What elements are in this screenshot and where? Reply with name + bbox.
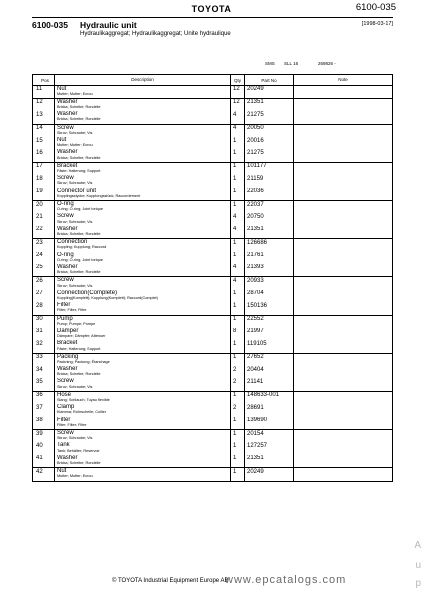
table-row — [33, 98, 393, 111]
part-number-cell: 20933 — [245, 277, 294, 290]
part-translations: Kopplingsstycke; Kupplungsstück; Raccordement — [57, 193, 141, 198]
note-cell — [294, 111, 393, 124]
description-cell — [55, 404, 231, 416]
pos-cell: 38 — [33, 417, 55, 430]
part-translations: Skruv; Schraube; Vis — [57, 436, 93, 441]
qty-cell: 1 — [231, 239, 245, 252]
description-cell — [55, 137, 231, 149]
part-number-cell: 20016 — [245, 137, 294, 149]
part-name: Nut — [57, 85, 67, 92]
note-cell — [294, 442, 393, 454]
table-row — [33, 277, 393, 290]
pos-cell: 42 — [33, 468, 55, 481]
part-name: Packing — [57, 353, 79, 360]
description-cell — [55, 302, 231, 315]
part-number-cell: 20154 — [245, 430, 294, 443]
note-cell — [294, 175, 393, 187]
part-number-cell: 20050 — [245, 124, 294, 137]
description-cell — [55, 353, 231, 366]
description-cell — [55, 124, 231, 137]
description-cell — [55, 264, 231, 277]
note-cell — [294, 468, 393, 481]
part-number-cell: 127257 — [245, 442, 294, 454]
part-number-cell: 126686 — [245, 239, 294, 252]
description-cell — [55, 328, 231, 340]
qty-cell: 2 — [231, 366, 245, 378]
part-name: Washer — [57, 225, 78, 232]
part-translations: Dämpare; Dämpfer; Atténuer — [57, 334, 106, 339]
note-cell — [294, 98, 393, 111]
part-number-cell: 20750 — [245, 213, 294, 225]
table-row — [33, 213, 393, 225]
col-part-header: Part No — [245, 75, 294, 86]
edge-mark: u — [415, 560, 421, 571]
part-name: Tank — [57, 442, 70, 449]
part-number-cell: 22036 — [245, 188, 294, 201]
qty-cell: 1 — [231, 149, 245, 162]
table-row — [33, 111, 393, 124]
table-row — [33, 417, 393, 430]
footer-copyright: © TOYOTA Industrial Equipment Europe AB — [112, 578, 229, 584]
part-number-cell: 21275 — [245, 149, 294, 162]
part-name: O-ring — [57, 251, 74, 258]
description-cell — [55, 213, 231, 225]
part-translations: Koppling(Komplett); Kupplung(Komplett); Raccord(Complet) — [57, 295, 158, 300]
note-cell — [294, 455, 393, 468]
table-row — [33, 302, 393, 315]
qty-cell: 8 — [231, 328, 245, 340]
part-translations: Skruv; Schraube; Vis — [57, 384, 93, 389]
qty-cell: 1 — [231, 353, 245, 366]
table-row — [33, 149, 393, 162]
part-name: Screw — [57, 277, 74, 284]
part-number-cell: 119105 — [245, 340, 294, 353]
description-cell — [55, 315, 231, 328]
note-cell — [294, 277, 393, 290]
part-translations: Slang; Schlauch; Tuyau flexible — [57, 398, 110, 403]
qty-cell: 1 — [231, 430, 245, 443]
part-name: Hose — [57, 391, 72, 398]
qty-cell: 1 — [231, 417, 245, 430]
qty-cell: 2 — [231, 404, 245, 416]
note-cell — [294, 430, 393, 443]
part-name: Washer — [57, 263, 78, 270]
part-translations: Koppling; Kupplung; Raccord — [57, 245, 107, 250]
part-number-cell: 21393 — [245, 264, 294, 277]
pos-cell: 28 — [33, 302, 55, 315]
note-cell — [294, 124, 393, 137]
table-row — [33, 442, 393, 454]
part-translations: Mutter; Mutter; Ecrou — [57, 474, 93, 479]
qty-cell: 1 — [231, 340, 245, 353]
pos-cell: 15 — [33, 137, 55, 149]
part-translations: Mutter; Mutter; Ecrou — [57, 143, 93, 148]
description-cell — [55, 290, 231, 302]
note-cell — [294, 188, 393, 201]
description-cell — [55, 340, 231, 353]
part-translations: Skruv; Schraube; Vis — [57, 130, 93, 135]
pos-cell: 20 — [33, 201, 55, 214]
table-row — [33, 124, 393, 137]
part-name: Screw — [57, 124, 74, 131]
part-name: Bracket — [57, 162, 78, 169]
qty-cell: 1 — [231, 252, 245, 264]
table-row — [33, 226, 393, 239]
note-cell — [294, 252, 393, 264]
document-number: 6100-035 — [355, 2, 396, 13]
part-translations: Bricka; Scheibe; Rondelle — [57, 270, 101, 275]
qty-cell: 1 — [231, 162, 245, 175]
qty-cell: 1 — [231, 468, 245, 481]
part-name: Washer — [57, 98, 78, 105]
note-cell — [294, 391, 393, 404]
part-name: Damper — [57, 327, 79, 334]
qty-cell: 1 — [231, 290, 245, 302]
table-row — [33, 315, 393, 328]
col-note-header: Note — [294, 75, 393, 86]
qty-cell: 12 — [231, 85, 245, 98]
qty-cell: 4 — [231, 124, 245, 137]
document-date: [1998-03-17] — [361, 21, 393, 27]
pos-cell: 26 — [33, 277, 55, 290]
qty-cell: 1 — [231, 175, 245, 187]
pos-cell: 30 — [33, 315, 55, 328]
group-translations: Hydraulikaggregat; Hydraulikaggregat; Unite hydraulique — [80, 31, 231, 37]
part-translations: Klamma; Rohrschelle; Collier — [57, 410, 106, 415]
note-cell — [294, 149, 393, 162]
part-number-cell: 27652 — [245, 353, 294, 366]
brand-name: TOYOTA — [191, 4, 232, 14]
watermark: www.epcatalogs.com — [225, 574, 347, 586]
part-name: O-ring — [57, 201, 74, 208]
part-name: Filter — [57, 302, 71, 309]
part-name: Screw — [57, 175, 74, 182]
pos-cell: 19 — [33, 188, 55, 201]
qty-cell: 4 — [231, 226, 245, 239]
table-row — [33, 137, 393, 149]
serial-model: SLL 16 — [284, 61, 299, 66]
note-cell — [294, 378, 393, 391]
part-name: Nut — [57, 468, 67, 475]
part-translations: Bricka; Scheibe; Rondelle — [57, 232, 101, 236]
description-cell — [55, 277, 231, 290]
pos-cell: 16 — [33, 149, 55, 162]
qty-cell: 4 — [231, 111, 245, 124]
qty-cell: 1 — [231, 137, 245, 149]
description-cell — [55, 378, 231, 391]
note-cell — [294, 201, 393, 214]
note-cell — [294, 404, 393, 416]
part-translations: Fäste; Halterung; Support — [57, 169, 101, 174]
header-rule — [32, 17, 393, 18]
qty-cell: 1 — [231, 302, 245, 315]
description-cell — [55, 252, 231, 264]
note-cell — [294, 137, 393, 149]
description-cell — [55, 98, 231, 111]
part-name: Washer — [57, 366, 78, 373]
part-translations: Bricka; Scheibe; Rondelle — [57, 155, 101, 160]
part-name: Washer — [57, 454, 78, 461]
pos-cell: 25 — [33, 264, 55, 277]
part-number-cell: 22037 — [245, 201, 294, 214]
part-name: Connection(Complete) — [57, 289, 118, 296]
part-name: Washer — [57, 149, 78, 156]
note-cell — [294, 162, 393, 175]
part-name: Nut — [57, 137, 67, 144]
table-row — [33, 264, 393, 277]
part-name: Screw — [57, 213, 74, 220]
pos-cell: 23 — [33, 239, 55, 252]
note-cell — [294, 302, 393, 315]
part-name: Connector unit — [57, 187, 97, 194]
table-row — [33, 366, 393, 378]
pos-cell: 14 — [33, 124, 55, 137]
part-number-cell: 21351 — [245, 98, 294, 111]
part-translations: Bricka; Scheibe; Rondelle — [57, 372, 101, 377]
pos-cell: 18 — [33, 175, 55, 187]
note-cell — [294, 226, 393, 239]
table-row — [33, 468, 393, 481]
qty-cell: 1 — [231, 201, 245, 214]
note-cell — [294, 366, 393, 378]
qty-cell: 4 — [231, 264, 245, 277]
part-number-cell: 150136 — [245, 302, 294, 315]
description-cell — [55, 162, 231, 175]
description-cell — [55, 366, 231, 378]
part-translations: Mutter; Mutter; Ecrou — [57, 91, 93, 96]
note-cell — [294, 315, 393, 328]
part-translations: Tank; Behälter; Reservoir — [57, 448, 100, 453]
table-row — [33, 290, 393, 302]
part-translations: Pump; Pumpe; Pompe — [57, 321, 96, 326]
col-qty-header: Qty — [231, 75, 245, 86]
note-cell — [294, 328, 393, 340]
pos-cell: 31 — [33, 328, 55, 340]
col-description-header: Description — [55, 75, 231, 86]
note-cell — [294, 340, 393, 353]
pos-cell: 39 — [33, 430, 55, 443]
pos-cell: 32 — [33, 340, 55, 353]
part-number-cell: 148633-001 — [245, 391, 294, 404]
qty-cell: 12 — [231, 98, 245, 111]
note-cell — [294, 213, 393, 225]
table-row — [33, 201, 393, 214]
pos-cell: 33 — [33, 353, 55, 366]
qty-cell: 4 — [231, 213, 245, 225]
serial-prefix: SMS — [265, 61, 275, 66]
description-cell — [55, 430, 231, 443]
col-pos-header: Pos — [33, 75, 55, 86]
part-number-cell: 28704 — [245, 290, 294, 302]
description-cell — [55, 442, 231, 454]
table-row — [33, 340, 393, 353]
part-translations: Fäste; Halterung; Support — [57, 346, 101, 351]
part-translations: Filter; Filter; Filtre — [57, 422, 87, 427]
part-translations: Skruv; Schraube; Vis — [57, 219, 93, 224]
part-number-cell: 101177 — [245, 162, 294, 175]
description-cell — [55, 201, 231, 214]
pos-cell: 13 — [33, 111, 55, 124]
part-number-cell: 21997 — [245, 328, 294, 340]
description-cell — [55, 226, 231, 239]
table-row — [33, 378, 393, 391]
pos-cell: 12 — [33, 98, 55, 111]
qty-cell: 1 — [231, 188, 245, 201]
parts-table-body — [33, 85, 393, 481]
qty-cell: 1 — [231, 315, 245, 328]
part-translations: Bricka; Scheibe; Rondelle — [57, 117, 101, 122]
part-number-cell: 20249 — [245, 85, 294, 98]
part-name: Clamp — [57, 404, 75, 411]
description-cell — [55, 391, 231, 404]
description-cell — [55, 111, 231, 124]
note-cell — [294, 239, 393, 252]
description-cell — [55, 85, 231, 98]
note-cell — [294, 417, 393, 430]
pos-cell: 36 — [33, 391, 55, 404]
part-name: Screw — [57, 430, 74, 437]
part-number-cell: 21275 — [245, 111, 294, 124]
table-row — [33, 239, 393, 252]
table-row — [33, 162, 393, 175]
description-cell — [55, 175, 231, 187]
table-row — [33, 430, 393, 443]
table-row — [33, 252, 393, 264]
table-row — [33, 328, 393, 340]
description-cell — [55, 468, 231, 481]
qty-cell: 2 — [231, 378, 245, 391]
pos-cell: 22 — [33, 226, 55, 239]
part-number-cell: 22552 — [245, 315, 294, 328]
qty-cell: 1 — [231, 442, 245, 454]
part-name: Washer — [57, 111, 78, 118]
part-name: Filter — [57, 416, 71, 423]
table-row — [33, 188, 393, 201]
group-code: 6100-035 — [32, 20, 68, 30]
part-number-cell: 21761 — [245, 252, 294, 264]
part-name: Connection — [57, 239, 88, 246]
table-row — [33, 455, 393, 468]
description-cell — [55, 417, 231, 430]
edge-mark: p — [415, 578, 421, 589]
qty-cell: 4 — [231, 277, 245, 290]
part-name: Screw — [57, 378, 74, 385]
pos-cell: 40 — [33, 442, 55, 454]
qty-cell: 1 — [231, 455, 245, 468]
part-translations: Skruv; Schraube; Vis — [57, 181, 93, 186]
group-name: Hydraulic unit — [80, 20, 137, 30]
part-translations: Bricka; Scheibe; Rondelle — [57, 461, 101, 466]
pos-cell: 21 — [33, 213, 55, 225]
pos-cell: 27 — [33, 290, 55, 302]
serial-from: 269826 - — [318, 61, 336, 66]
part-number-cell: 21351 — [245, 226, 294, 239]
pos-cell: 34 — [33, 366, 55, 378]
description-cell — [55, 455, 231, 468]
part-number-cell: 21351 — [245, 455, 294, 468]
table-row — [33, 85, 393, 98]
table-row — [33, 404, 393, 416]
edge-mark: A — [414, 540, 421, 551]
pos-cell: 24 — [33, 252, 55, 264]
description-cell — [55, 149, 231, 162]
pos-cell: 17 — [33, 162, 55, 175]
part-number-cell: 20404 — [245, 366, 294, 378]
table-row — [33, 391, 393, 404]
parts-table — [32, 74, 393, 482]
part-number-cell: 21159 — [245, 175, 294, 187]
part-translations: O-ring; O-ring; Joint torique — [57, 257, 104, 262]
part-translations: Packning; Packung; Étanchage — [57, 359, 110, 364]
note-cell — [294, 264, 393, 277]
note-cell — [294, 85, 393, 98]
part-translations: Skruv; Schraube; Vis — [57, 283, 93, 288]
pos-cell: 41 — [33, 455, 55, 468]
serial-range-bar — [32, 58, 393, 68]
part-translations: Filter; Filter; Filtre — [57, 308, 87, 313]
qty-cell: 1 — [231, 391, 245, 404]
part-number-cell: 20249 — [245, 468, 294, 481]
part-name: Pump — [57, 315, 73, 322]
part-translations: O-ring; O-ring; Joint torique — [57, 207, 104, 212]
note-cell — [294, 353, 393, 366]
table-header-row — [33, 75, 393, 86]
description-cell — [55, 239, 231, 252]
note-cell — [294, 290, 393, 302]
pos-cell: 37 — [33, 404, 55, 416]
part-number-cell: 21141 — [245, 378, 294, 391]
part-number-cell: 139690 — [245, 417, 294, 430]
pos-cell: 11 — [33, 85, 55, 98]
description-cell — [55, 188, 231, 201]
part-name: Bracket — [57, 340, 78, 347]
table-row — [33, 353, 393, 366]
part-translations: Bricka; Scheibe; Rondelle — [57, 105, 101, 110]
pos-cell: 35 — [33, 378, 55, 391]
part-number-cell: 28691 — [245, 404, 294, 416]
table-row — [33, 175, 393, 187]
